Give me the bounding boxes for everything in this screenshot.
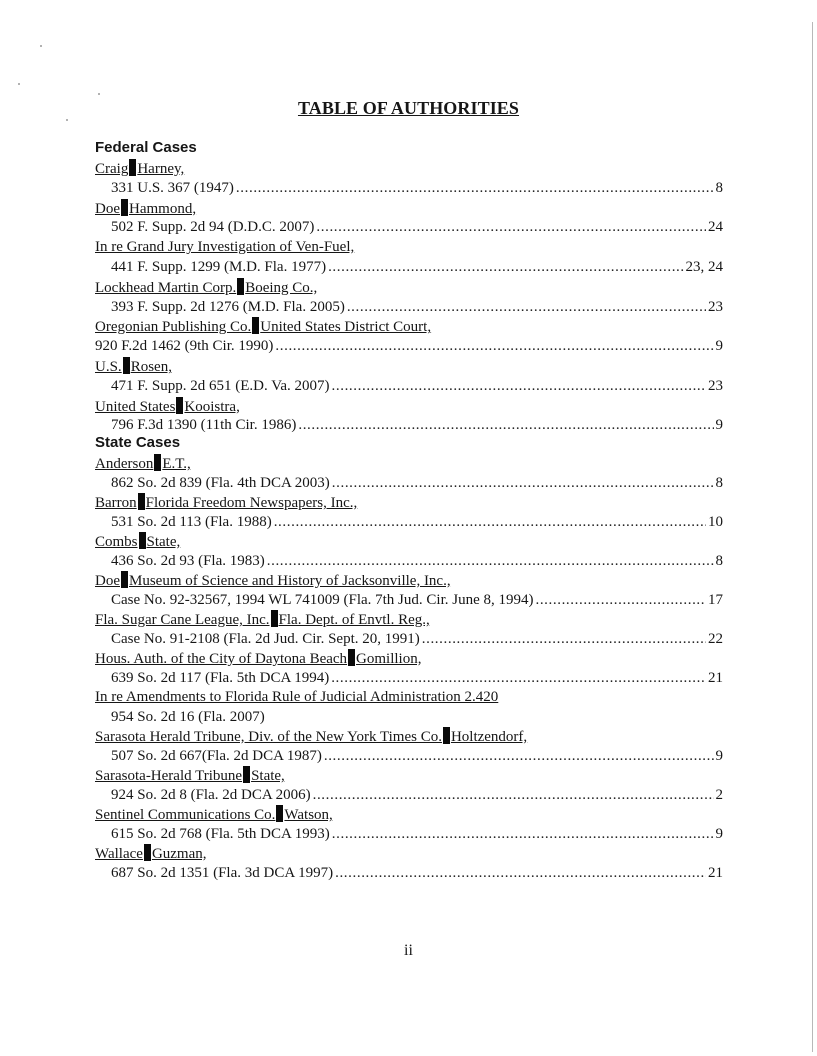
case-name-line <box>95 766 723 785</box>
case-party: Fla. Dept. of Envtl. Reg., <box>278 612 430 628</box>
page-reference: 21 <box>708 669 723 686</box>
citation-line <box>111 258 723 277</box>
case-party: Hammond, <box>129 200 197 217</box>
case-party: Lockhead Martin Corp. <box>95 279 237 296</box>
citation-line <box>111 298 723 317</box>
citation-text: 954 So. 2d 16 (Fla. 2007) <box>111 708 265 725</box>
page-reference: 22 <box>708 630 723 647</box>
page-reference: 9 <box>715 825 723 842</box>
page-reference: 9 <box>715 338 723 355</box>
citation-text: 531 So. 2d 113 (Fla. 1988) <box>111 513 272 530</box>
case-party: Florida Freedom Newspapers, Inc., <box>145 495 358 511</box>
case-name-line <box>95 493 723 512</box>
case-name-line <box>95 357 723 376</box>
dot-leader <box>298 416 713 435</box>
redaction-mark <box>176 397 183 414</box>
case-party: Harney, <box>137 161 185 177</box>
case-party: Combs <box>95 534 138 550</box>
dot-leader <box>332 377 706 396</box>
redaction-mark <box>271 610 278 627</box>
dot-leader <box>236 179 714 198</box>
citation-line <box>111 786 723 805</box>
dot-leader <box>332 825 714 844</box>
dot-leader <box>331 669 706 688</box>
page-reference: 9 <box>715 417 723 434</box>
case-name-line <box>95 278 723 297</box>
case-name-line <box>95 454 723 473</box>
citation-text: Case No. 92-32567, 1994 WL 741009 (Fla. 7th Jud. Cir. June 8, 1994) <box>111 591 534 608</box>
case-party: Museum of Science and History of Jacksonville, Inc., <box>129 573 451 589</box>
page-reference: 9 <box>715 747 723 764</box>
dot-leader <box>335 864 706 883</box>
page-reference: 17 <box>708 591 723 608</box>
case-party: Doe <box>95 573 120 589</box>
citation-text: 393 F. Supp. 2d 1276 (M.D. Fla. 2005) <box>111 298 345 315</box>
citation-text: 924 So. 2d 8 (Fla. 2d DCA 2006) <box>111 786 311 803</box>
case-party: E.T., <box>162 456 191 472</box>
case-name-line <box>95 649 723 668</box>
case-party: Sentinel Communications Co. <box>95 807 276 823</box>
case-name-line <box>95 688 723 707</box>
case-party: Craig <box>95 161 129 177</box>
section-heading: State Cases <box>95 434 181 451</box>
case-name-line <box>95 805 723 824</box>
case-party: Sarasota-Herald Tribune <box>95 768 243 784</box>
redaction-mark <box>121 199 128 216</box>
case-name-line <box>95 397 723 416</box>
citation-text: 687 So. 2d 1351 (Fla. 3d DCA 1997) <box>111 864 334 881</box>
case-party: Sarasota Herald Tribune, Div. of the New York Times Co. <box>95 729 442 745</box>
case-party: Kooistra, <box>184 398 240 415</box>
citation-line <box>111 825 723 844</box>
redaction-mark <box>252 317 259 334</box>
dot-leader <box>313 786 714 805</box>
redaction-mark <box>237 278 244 295</box>
case-party: United States <box>95 398 176 415</box>
case-party: United States District Court, <box>260 319 432 336</box>
dot-leader <box>324 747 714 766</box>
citation-line <box>111 630 723 649</box>
case-name-line <box>95 238 723 257</box>
case-party: Fla. Sugar Cane League, Inc. <box>95 612 270 628</box>
citation-line <box>111 591 723 610</box>
page-reference: 24 <box>708 219 723 236</box>
citation-line <box>111 218 723 237</box>
dot-leader <box>328 258 683 277</box>
citation-line <box>111 416 723 435</box>
page-reference: 8 <box>715 474 723 491</box>
page-reference: 21 <box>708 864 723 881</box>
case-party: Anderson <box>95 456 154 472</box>
redaction-mark <box>243 766 250 783</box>
citation-text: 331 U.S. 367 (1947) <box>111 179 234 196</box>
case-name-line <box>95 199 723 218</box>
citation-text: Case No. 91-2108 (Fla. 2d Jud. Cir. Sept. 20, 1991) <box>111 630 420 647</box>
redaction-mark <box>123 357 130 374</box>
citation-line <box>111 864 723 883</box>
case-party: Rosen, <box>130 359 172 375</box>
case-party: Wallace <box>95 846 143 862</box>
case-party: Doe <box>95 200 120 217</box>
page-reference: 2 <box>715 786 723 803</box>
dot-leader <box>274 513 706 532</box>
redaction-mark <box>144 844 151 861</box>
citation-text: 441 F. Supp. 1299 (M.D. Fla. 1977) <box>111 259 327 275</box>
page-reference: 23 <box>708 377 723 394</box>
citation-line <box>111 377 723 396</box>
citation-line <box>111 513 723 532</box>
case-party: Watson, <box>284 807 333 823</box>
scan-speck <box>66 119 68 121</box>
dot-leader <box>347 298 706 317</box>
case-name-line <box>95 571 723 590</box>
dot-leader <box>275 337 713 356</box>
citation-line <box>111 708 723 727</box>
page-reference: 23 <box>708 298 723 315</box>
case-name-line <box>95 610 723 629</box>
case-name-line <box>95 844 723 863</box>
citation-line <box>111 179 723 198</box>
case-name: In re Grand Jury Investigation of Ven-Fuel, <box>95 239 355 256</box>
case-party: State, <box>146 534 181 550</box>
citation-line <box>95 337 723 356</box>
dot-leader <box>535 591 706 610</box>
case-name-line <box>95 317 723 336</box>
case-party: Barron <box>95 495 137 511</box>
citation-text: 615 So. 2d 768 (Fla. 5th DCA 1993) <box>111 825 330 842</box>
scan-edge-line <box>812 22 813 1052</box>
scan-speck <box>98 93 100 95</box>
dot-leader <box>316 218 706 237</box>
redaction-mark <box>154 454 161 471</box>
citation-line <box>111 747 723 766</box>
citation-line <box>111 669 723 688</box>
case-party: Hous. Auth. of the City of Daytona Beach <box>95 651 348 667</box>
case-name-line <box>95 159 723 178</box>
page-reference: 8 <box>715 179 723 196</box>
page-reference: 23, 24 <box>685 259 723 275</box>
citation-line <box>111 552 723 571</box>
case-party: Guzman, <box>151 846 207 862</box>
citation-text: 471 F. Supp. 2d 651 (E.D. Va. 2007) <box>111 377 330 394</box>
citation-line <box>111 474 723 493</box>
redaction-mark <box>121 571 128 588</box>
scan-speck <box>40 45 42 47</box>
citation-text: 639 So. 2d 117 (Fla. 5th DCA 1994) <box>111 669 330 686</box>
case-name: In re Amendments to Florida Rule of Judicial Administration 2.420 <box>95 689 499 705</box>
redaction-mark <box>276 805 283 822</box>
page-reference: 8 <box>715 552 723 569</box>
citation-text: 507 So. 2d 667(Fla. 2d DCA 1987) <box>111 747 322 764</box>
case-party: Gomillion, <box>356 651 422 667</box>
citation-text: 862 So. 2d 839 (Fla. 4th DCA 2003) <box>111 474 330 491</box>
case-party: State, <box>251 768 285 784</box>
page-title: TABLE OF AUTHORITIES <box>297 98 520 118</box>
scan-speck <box>18 83 20 85</box>
dot-leader <box>332 474 714 493</box>
redaction-mark <box>139 532 146 549</box>
case-party: U.S. <box>95 359 122 375</box>
citation-text: 502 F. Supp. 2d 94 (D.D.C. 2007) <box>111 219 315 236</box>
case-name-line <box>95 532 723 551</box>
case-party: Oregonian Publishing Co. <box>95 319 252 336</box>
redaction-mark <box>443 727 450 744</box>
case-name-line <box>95 727 723 746</box>
citation-text: 796 F.3d 1390 (11th Cir. 1986) <box>111 417 297 434</box>
case-party: Boeing Co., <box>245 279 318 296</box>
dot-leader <box>267 552 714 571</box>
citation-text: 436 So. 2d 93 (Fla. 1983) <box>111 552 265 569</box>
redaction-mark <box>138 493 145 510</box>
redaction-mark <box>129 159 136 176</box>
section-heading: Federal Cases <box>95 139 197 156</box>
redaction-mark <box>348 649 355 666</box>
dot-leader <box>422 630 706 649</box>
case-party: Holtzendorf, <box>450 729 528 745</box>
page-number: ii <box>404 942 413 959</box>
page-reference: 10 <box>708 513 723 530</box>
citation-text: 920 F.2d 1462 (9th Cir. 1990) <box>95 338 274 355</box>
